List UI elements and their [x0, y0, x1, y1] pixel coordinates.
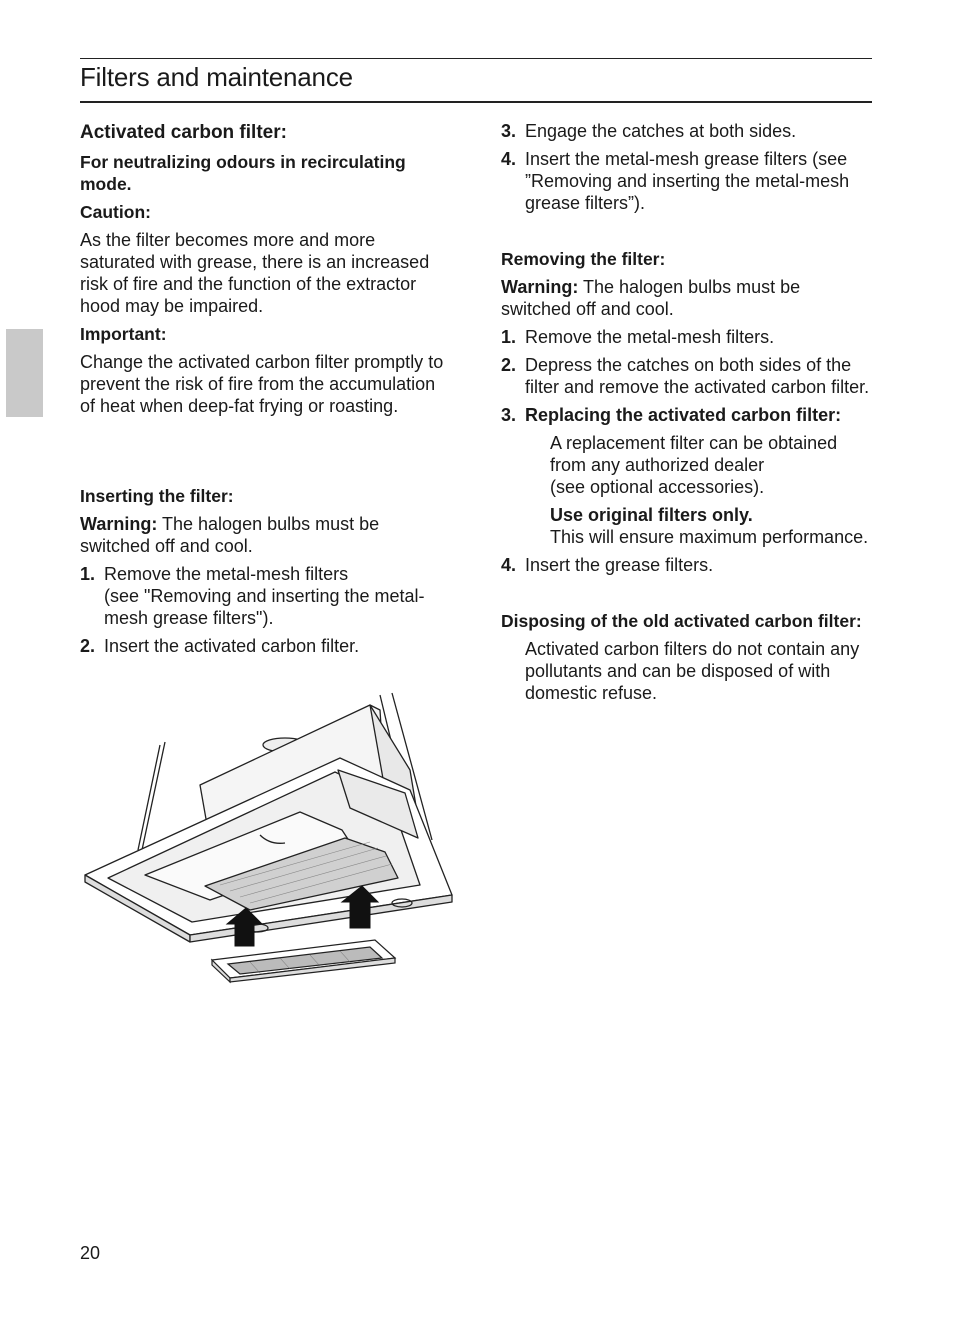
list-item — [501, 354, 873, 398]
important-label: Important: — [80, 324, 167, 344]
removing-steps — [501, 326, 873, 426]
inserting-steps — [80, 563, 452, 657]
warning-label: Warning: — [80, 514, 158, 534]
caution-text: As the filter becomes more and more saturated with grease, there is an increased risk of fire and the function of the extractor hood may be impaired. — [80, 230, 430, 316]
warning-label: Warning: — [501, 277, 579, 297]
original-filters-text: This will ensure maximum performance. — [550, 527, 869, 547]
caution-label: Caution: — [80, 202, 151, 222]
list-item — [501, 148, 873, 214]
replacement-text — [550, 432, 873, 498]
step-text: Depress the catches on both sides of the filter and remove the activated carbon filter. — [525, 355, 870, 397]
disposing-heading: Disposing of the old activated carbon filter: — [501, 611, 862, 631]
inserting-steps-continued — [501, 120, 873, 214]
page-number: 20 — [80, 1243, 101, 1263]
section-tab-marker — [6, 329, 43, 417]
carbon-filter-illustration — [80, 690, 460, 985]
left-column — [80, 121, 452, 663]
step-text-line: Remove the metal-mesh filters — [104, 564, 349, 584]
inserting-warning — [80, 513, 452, 557]
replacement-line: (see optional accessories). — [550, 477, 765, 497]
replacement-block — [550, 432, 873, 548]
important-text: Change the activated carbon filter promptly to prevent the risk of fire from the accumulation of heat when deep-fat frying or roasting. — [80, 352, 444, 416]
page-title: Filters and maintenance — [80, 62, 353, 92]
step-text: Remove the metal-mesh filters. — [525, 327, 775, 347]
removing-heading: Removing the filter: — [501, 249, 666, 269]
list-item — [80, 563, 452, 629]
original-filters-label: Use original filters only. — [550, 505, 753, 525]
step-text: Insert the activated carbon filter. — [104, 636, 360, 656]
step-heading-replacing: Replacing the activated carbon filter: — [525, 405, 842, 425]
list-item — [501, 404, 873, 426]
step-number: 2. — [501, 355, 517, 375]
step-number: 4. — [501, 555, 517, 575]
section-heading-activated-carbon: Activated carbon filter: — [80, 122, 287, 143]
step-number: 3. — [501, 405, 517, 425]
step-number: 3. — [501, 121, 517, 141]
step-number: 1. — [501, 327, 517, 347]
subheading-neutralizing: For neutralizing odours in recirculating mode. — [80, 152, 406, 194]
list-item — [501, 554, 873, 576]
right-column — [501, 120, 873, 710]
list-item — [80, 635, 452, 657]
warning-text: The halogen bulbs must be switched off and cool. — [80, 514, 380, 556]
step-number: 1. — [80, 564, 96, 584]
step-text — [104, 563, 452, 629]
disposing-text: Activated carbon filters do not contain any pollutants and can be disposed of with domestic refuse. — [525, 639, 860, 703]
header-rule-bottom — [80, 101, 872, 103]
list-item — [501, 326, 873, 348]
step-number: 2. — [80, 636, 96, 656]
replacement-line: A replacement filter can be obtained from any authorized dealer — [550, 433, 838, 475]
header-rule-top — [80, 58, 872, 59]
removing-steps-end — [501, 554, 873, 576]
list-item — [501, 120, 873, 142]
step-text-line: (see "Removing and inserting the metal-mesh grease filters"). — [104, 586, 425, 628]
step-text: Engage the catches at both sides. — [525, 121, 797, 141]
step-text: Insert the grease filters. — [525, 555, 714, 575]
original-filters-note — [550, 504, 873, 548]
step-number: 4. — [501, 149, 517, 169]
removing-warning — [501, 276, 873, 320]
step-text: Insert the metal-mesh grease filters (see ”Removing and inserting the metal-mesh grease filters”). — [525, 149, 850, 213]
inserting-heading: Inserting the filter: — [80, 486, 234, 506]
warning-text: The halogen bulbs must be switched off and cool. — [501, 277, 801, 319]
